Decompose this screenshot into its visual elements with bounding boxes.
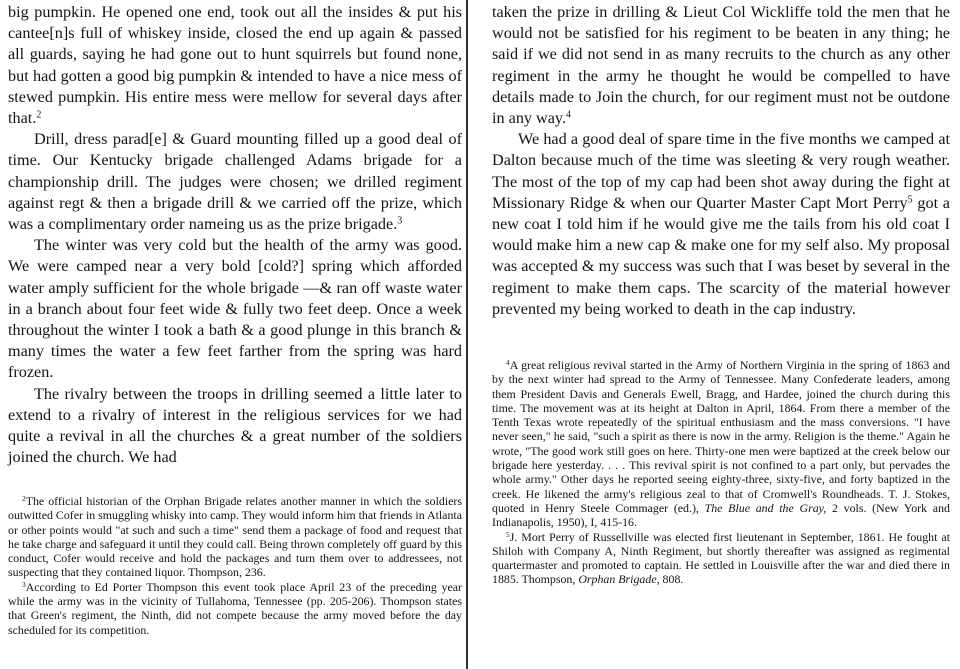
footnote [8, 494, 462, 580]
footnote-number: 5 [506, 529, 510, 539]
footnote [492, 358, 950, 530]
book-title: Orphan Brigade, [578, 572, 660, 587]
footnote-number: 2 [22, 493, 26, 503]
left-body-text [8, 2, 462, 468]
left-footnotes [8, 494, 462, 637]
paragraph-text: big pumpkin. He opened one end, took out all the insides & put his cantee[n]s full of whiskey inside, closed the end up again & passed all guards, saying he had gone out to hunt squirrels but found none, but had gotten a good big pumpkin & intended to have a nice mess of stewed pumpkin. His entire mess were mellow for several days after that. [8, 3, 462, 128]
paragraph-text: We had a good deal of spare time in the five months we camped at Dalton because much of the time was sleeting & very rough weather. The most of the top of my cap had been shot away during the fight at Missionary Ridge & when our Quarter Master Capt Mort Perry [492, 130, 950, 212]
right-page [476, 0, 960, 669]
paragraph [8, 129, 462, 235]
footnote [8, 580, 462, 637]
paragraph: The winter was very cold but the health of the army was good. We were camped near a very bold [cold?] spring which afforded water amply sufficient for the whole brigade —& ran off waste water in a branch about four feet wide & fully two feet deep. Once a week throughout the winter I took a bath & a good plunge in this branch & many times the water a few feet farther from the spring was hard frozen. [8, 236, 462, 382]
book-title: The Blue and the Gray, [704, 500, 827, 515]
paragraph-text: Drill, dress parad[e] & Guard mounting filled up a good deal of time. Our Kentucky brigade challenged Adams brigade for a championship drill. The judges were chosen; we drilled regiment against regt & then a brigade drill & we carried off the prize, which was a complimentary order nameing us as the prize brigade. [8, 130, 462, 234]
footnote-text: 2 vols. (New York and Indianapolis, 1950), I, 415-16. [492, 500, 950, 530]
footnote-reference: 5 [907, 194, 913, 206]
left-page [0, 0, 470, 669]
footnote-number: 3 [22, 579, 26, 589]
footnote-reference: 3 [397, 215, 403, 227]
paragraph [492, 2, 950, 129]
paragraph-text: taken the prize in drilling & Lieut Col Wickliffe told the men that he would not be satisfied for his regiment to be beaten in any thing; he said if we did not send in as many recruits to the church as any other regiment in the army he thought he would be compelled to have details made to Join the church, for our regiment must not be outdone in any way. [492, 3, 950, 128]
footnote-text: J. Mort Perry of Russellville was elected first lieutenant in September, 1861. He fought at Shiloh with Company A, Ninth Regiment, but shortly thereafter was assigned as regimental quartermaster and promoted to captain. He settled in Louisville after the war and died there in 1885. Thompson, [492, 529, 950, 587]
footnote-text: 808. [659, 572, 684, 587]
paragraph [8, 2, 462, 129]
paragraph [492, 129, 950, 320]
footnote [492, 530, 950, 587]
footnote-text: The official historian of the Orphan Brigade relates another manner in which the soldiers outwitted Cofer in smuggling whisky into camp. They would inform him that friends in Atlanta or other points would "at such and such a time" send them a package of food and request that he take charge and safeguard it until they could call. Being thrown completely off guard by this conduct, Cofer would receive and hold the packages and turn them over to addressees, not suspecting that they contained liquor. Thompson, 236. [8, 494, 462, 580]
right-footnotes [492, 358, 950, 587]
footnote-reference: 4 [566, 109, 572, 121]
footnote-text: According to Ed Porter Thompson this event took place April 23 of the preceding year while the army was in the vicinity of Tullahoma, Tennessee (pp. 205-206). Thompson states that Green's regiment, the Ninth, did not compete because the army moved before the day scheduled for its competition. [8, 579, 462, 637]
right-body-text [492, 2, 950, 320]
page-edge-divider [466, 0, 468, 669]
paragraph-text: got a new coat I told him if he would give me the tails from his old coat I would make him a new cap & make one for my self also. My proposal was accepted & my success was such that I was beset by several in the regiment to make them caps. The scarcity of the material however prevented my being worked to death in the cap industry. [492, 193, 950, 318]
footnote-text: A great religious revival started in the Army of Northern Virginia in the spring of 1863 and by the next winter had spread to the Army of Tennessee. Many Confederate leaders, among them President Davis and Generals Ewell, Bragg, and Hardee, joined the church during this time. The movement was at its height at Dalton in April, 1864. From there a member of the Tenth Texas wrote repeatedly of the spiritual enthusiasm and the mass conversions. "I have never seen," he said, "such a spirit as there is now in the army. Religion is the theme." Again he wrote, "The good work still goes on here. Thirty-one men were baptized at the creek below our brigade here yesterday. . . . This revival spirit is not confined to a part only, but pervades the whole army." Other days he reported seeing eighty-three, sixty-five, and forty baptized in the creek. He likened the army's religious zeal to that of Cromwell's Roundheads. T. J. Stokes, quoted in Henry Steele Commager (ed.), [492, 358, 950, 515]
footnote-reference: 2 [36, 109, 42, 121]
paragraph: The rivalry between the troops in drilling seemed a little later to extend to a rivalry of interest in the religious services for we had quite a revival in all the churches & a great number of the soldiers joined the church. We had [8, 384, 462, 467]
footnote-number: 4 [506, 357, 510, 367]
